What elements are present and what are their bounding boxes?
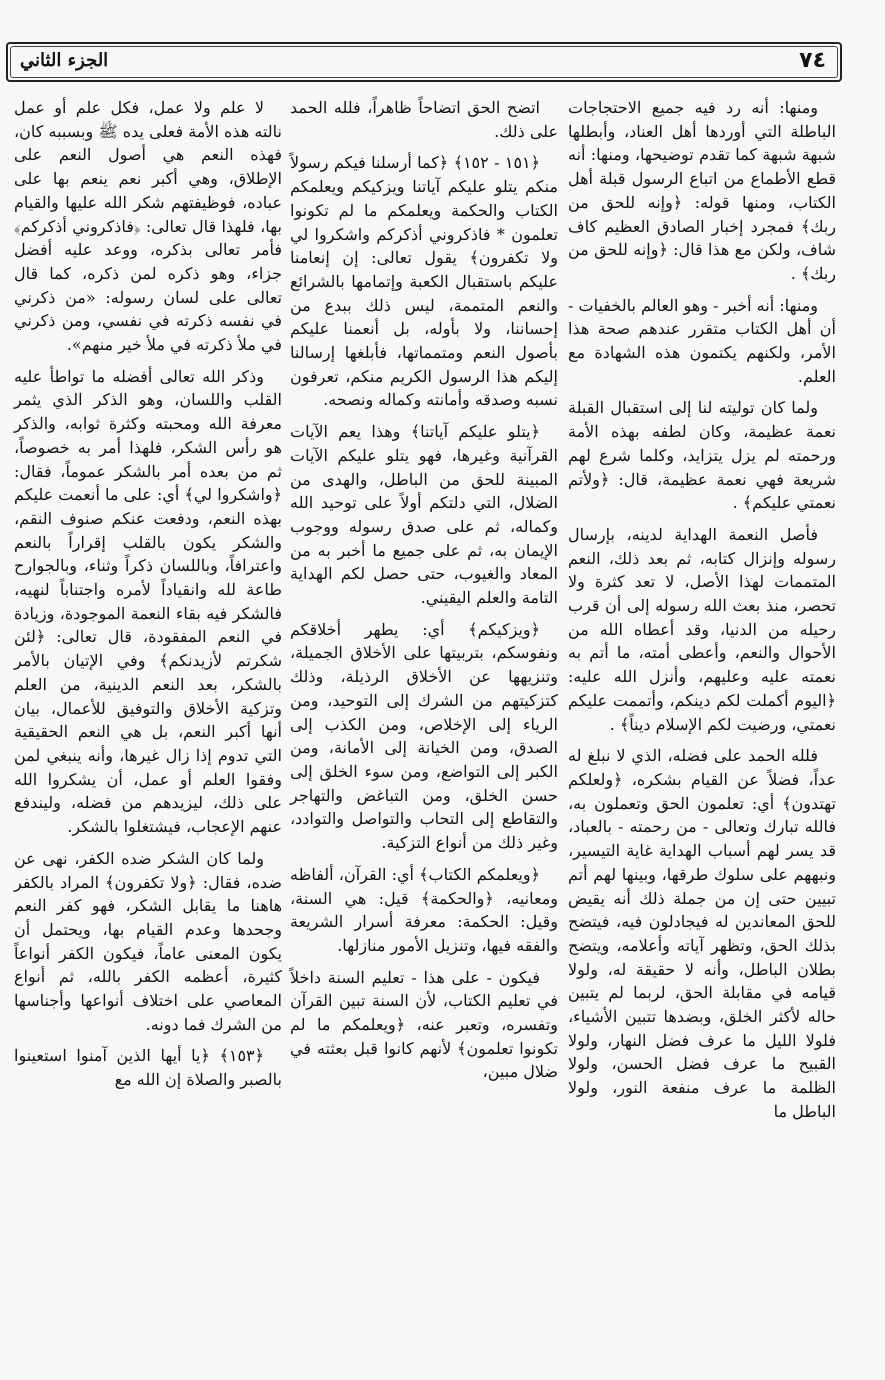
text-column-middle	[290, 96, 558, 1092]
text-column-right	[568, 96, 836, 1132]
paragraph: ومنها: أنه أخبر - وهو العالم بالخفيات - أن أهل الكتاب متقرر عندهم صحة هذا الأمر، ولكنهم يكتمون هذه الشهادة مع العلم.	[568, 295, 836, 386]
paragraph: لا علم ولا عمل، فكل علم أو عمل نالته هذه الأمة فعلى يده ﷺ وبسببه كان، فهذه النعم هي أصول النعم على الإطلاق، وهي أكبر نعم ينعم بها على عباده، فوظيفتهم شكر الله عليها والقيام بها، فلهذا قال تعالى: ﴿فاذكروني أذكركم﴾ فأمر تعالى بذكره، ووعد عليه أفضل جزاء، وهو ذكره لمن ذكره، كما قال تعالى على لسان رسوله: «من ذكرني في نفسه ذكرته في نفسي، ومن ذكرني في ملأ ذكرته في ملأ خير منهم».	[14, 98, 282, 355]
paragraph: اتضح الحق اتضاحاً ظاهراً، فلله الحمد على ذلك.	[290, 98, 558, 141]
paragraph: فلله الحمد على فضله، الذي لا نبلغ له عداً، فضلاً عن القيام بشكره، ﴿ولعلكم تهتدون﴾ أي: تعلمون الحق وتعملون به، فالله تبارك وتعالى - من رحمته - بالعباد، قد يسر لهم أسباب الهداية غاية التيسير، ونبههم على سلوك طرقها، وبينها لهم أتم تبيين حتى إن من جملة ذلك أنه يقيض للحق المعاندين له فيجادلون فيه، فيتضح بذلك الحق، وتظهر آياته وأعلامه، ويتضح بطلان الباطل، وأنه لا حقيقة له، ولولا قيامه في مقابلة الحق، لربما لم يتبين حاله لأكثر الخلق، وبضدها تتبين الأشياء، فلولا الليل ما عرف فضل النهار، ولولا القبيح ما عرف فضل الحسن، ولولا الظلمة ما عرف منفعة النور، ولولا الباطل ما	[568, 746, 836, 1121]
page-header-frame	[6, 42, 842, 82]
paragraph: ﴿ويزكيكم﴾ أي: يطهر أخلاقكم ونفوسكم، بتربيتها على الأخلاق الجميلة، وتنزيهها عن الأخلاق الرذيلة، وذلك كتزكيتهم من الشرك إلى التوحيد، ومن الرياء إلى الإخلاص، ومن الكذب إلى الصدق، ومن الخيانة إلى الأمانة، ومن الكبر إلى التواضع، ومن سوء الخلق إلى حسن الخلق، ومن التباغض والتهاجر والتقاطع إلى التحاب والتواصل والتوادد، وغير ذلك من أنواع التزكية.	[290, 619, 558, 853]
paragraph: ولما كان الشكر ضده الكفر، نهى عن ضده، فقال: ﴿ولا تكفرون﴾ المراد بالكفر هاهنا ما يقابل الشكر، فهو كفر النعم وجحدها وعدم القيام بها، ويحتمل أن يكون المعنى عاماً، فيكون الكفر أنواعاً كثيرة، أعظمه الكفر بالله، ثم أنواع المعاصي على اختلاف أنواعها وأجناسها من الشرك فما دونه.	[14, 848, 282, 1034]
paragraph: ومنها: أنه رد فيه جميع الاحتجاجات الباطلة التي أوردها أهل العناد، وأبطلها شبهة شبهة كما تقدم توضيحها، ومنها: أنه قطع الأطماع من اتباع الرسول قبلة أهل الكتاب، ومنها قوله: ﴿وإنه للحق من ربك﴾ فمجرد إخبار الصادق العظيم كاف شاف، ولكن مع هذا قال: ﴿وإنه للحق من ربك﴾ .	[568, 98, 836, 283]
paragraph: ﴿١٥٣﴾ ﴿يا أيها الذين آمنوا استعينوا بالصبر والصلاة إن الله مع	[14, 1046, 282, 1090]
paragraph: فأصل النعمة الهداية لدينه، بإرسال رسوله وإنزال كتابه، ثم بعد ذلك، النعم المتممات لهذا الأصل، لا تعد كثرة ولا تحصر، منذ بعث الله رسوله إلى أن قرب رحيله من الدنيا، وقد أعطاه الله من الأحوال والنعم، وأعطى أمته، ما أتم به نعمته عليه وعليهم، وأنزل الله عليه: ﴿اليوم أكملت لكم دينكم، وأتممت عليكم نعمتي، ورضيت لكم الإسلام ديناً﴾ .	[568, 524, 836, 734]
page-number: ٧٤	[799, 48, 826, 73]
paragraph: ولما كان توليته لنا إلى استقبال القبلة نعمة عظيمة، وكان لطفه بهذه الأمة ورحمته لم يزل يتزايد، وكلما شرع لهم شريعة فهي نعمة عظيمة، قال: ﴿ولأتم نعمتي عليكم﴾ .	[568, 398, 836, 513]
paragraph: فيكون - على هذا - تعليم السنة داخلاً في تعليم الكتاب، لأن السنة تبين القرآن وتفسره، وتعبر عنه، ﴿ويعلمكم ما لم تكونوا تعلمون﴾ لأنهم كانوا قبل بعثته في ضلال مبين،	[290, 967, 558, 1082]
paragraph: ﴿ويعلمكم الكتاب﴾ أي: القرآن، ألفاظه ومعانيه، ﴿والحكمة﴾ قيل: هي السنة، وقيل: الحكمة: معرفة أسرار الشريعة والفقه فيها، وتنزيل الأمور منازلها.	[290, 864, 558, 955]
part-title: الجزء الثاني	[20, 50, 109, 71]
paragraph: ﴿يتلو عليكم آياتنا﴾ وهذا يعم الآيات القرآنية وغيرها، فهو يتلو عليكم الآيات المبينة للحق من الباطل، والهدى من الضلال، التي دلتكم أولاً على توحيد الله وكماله، ثم على صدق رسوله ووجوب الإيمان به، ثم على جميع ما أخبر به من المعاد والغيوب، حتى حصل لكم الهداية التامة والعلم اليقيني.	[290, 422, 558, 608]
paragraph: وذكر الله تعالى أفضله ما تواطأ عليه القلب واللسان، وهو الذكر الذي يثمر معرفة الله ومحبته وكثرة ثوابه، والذكر هو رأس الشكر، فلهذا أمر به خصوصاً، ثم من بعده أمر بالشكر عموماً، فقال: ﴿واشكروا لي﴾ أي: على ما أنعمت عليكم بهذه النعم، ودفعت عنكم صنوف النقم، والشكر يكون بالقلب إقراراً بالنعم واعترافاً، وباللسان ذكراً وثناء، وبالجوارح طاعة لله وانقياداً لأمره واجتناباً لنهيه، فالشكر فيه بقاء النعمة الموجودة، وزيادة في النعم المفقودة، قال تعالى: ﴿لئن شكرتم لأزيدنكم﴾ وفي الإتيان بالأمر بالشكر، بعد النعم الدينية، من العلم وتزكية الأخلاق والتوفيق للأعمال، بيان أنها أكبر النعم، بل هي النعم الحقيقية التي تدوم إذا زال غيرها، وأنه ينبغي لمن وفقوا العلم أو عمل، أن يشكروا الله على ذلك، ليزيدهم من فضله، وليندفع عنهم الإعجاب، فيشتغلوا بالشكر.	[14, 366, 282, 837]
text-column-left	[14, 96, 282, 1100]
paragraph: ﴿١٥١ - ١٥٢﴾ ﴿كما أرسلنا فيكم رسولاً منكم يتلو عليكم آياتنا ويزكيكم ويعلمكم الكتاب والحكمة ويعلمكم ما لم تكونوا تعلمون * فاذكروني أذكركم واشكروا لي ولا تكفرون﴾ يقول تعالى: إن إنعامنا عليكم باستقبال الكعبة وإتمامها بالشرائع والنعم المتممة، ليس ذلك ببدع من إحساننا، ولا بأوله، بل أنعمنا عليكم بأصول النعم ومتمماتها، فأبلغها إرسالنا إليكم هذا الرسول الكريم منكم، تعرفون نسبه وصدقه وأمانته وكماله ونصحه.	[290, 153, 558, 410]
